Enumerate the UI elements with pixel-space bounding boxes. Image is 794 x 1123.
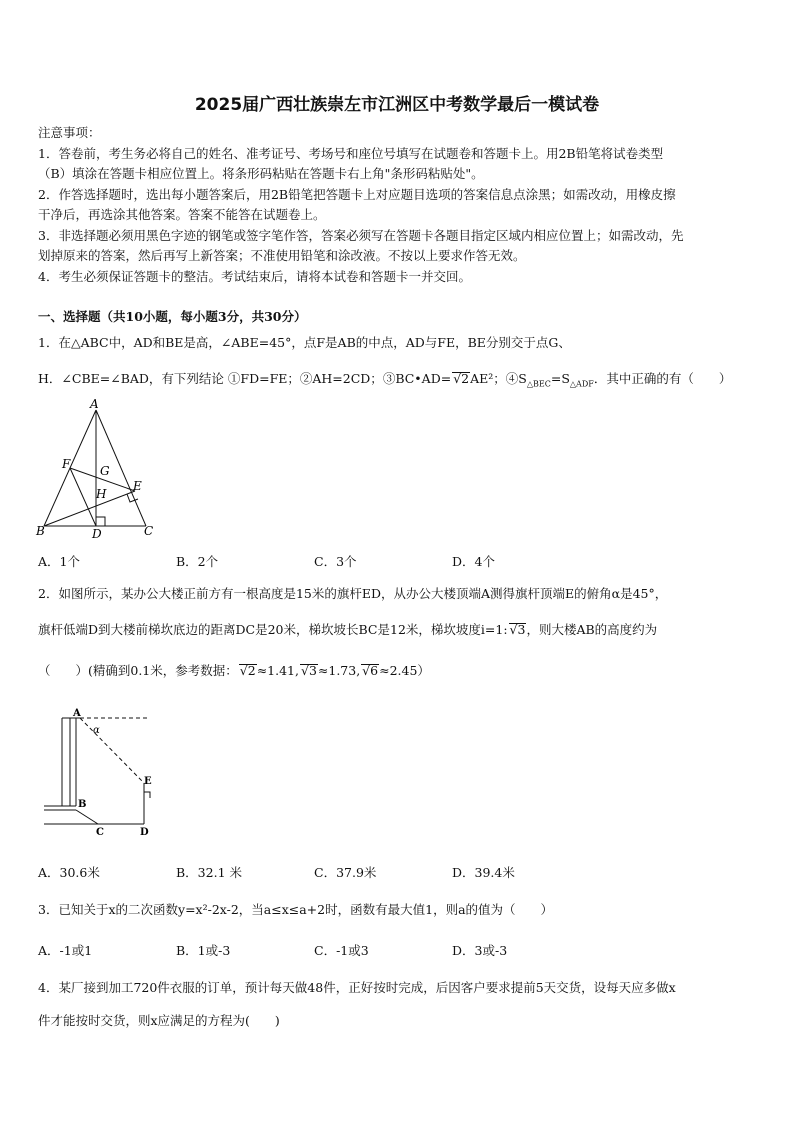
- q2-option-b[interactable]: B．32.1 米: [176, 865, 242, 880]
- q1-option-d[interactable]: D．4个: [452, 554, 495, 569]
- q2-option-a[interactable]: A．30.6米: [38, 865, 100, 880]
- q3-option-a[interactable]: A．-1或1: [38, 943, 93, 958]
- q1-line-2d: ．其中正确的有（ ）: [593, 371, 732, 386]
- page-title: 2025届广西壮族崇左市江洲区中考数学最后一模试卷: [194, 95, 600, 115]
- q1-sub-1: △BEC: [526, 379, 551, 389]
- q4-line-2: 件才能按时交货，则x应满足的方程为( ): [38, 1013, 280, 1028]
- q2-line-3a: （ ）(精确到0.1米，参考数据：: [38, 663, 238, 678]
- q2-sqrt-2-value: 2: [247, 663, 256, 678]
- q1-label-B: B: [36, 524, 45, 538]
- q4-line-1: 4．某厂接到加工720件衣服的订单，预计每天做48件，正好按时完成，后因客户要求提前5天交货，设每天应多做x: [38, 980, 676, 995]
- q1-label-D: D: [92, 527, 102, 541]
- q3-option-d[interactable]: D．3或-3: [452, 943, 508, 958]
- q2-sqrt-3-value: 3: [308, 663, 317, 678]
- q1-label-F: F: [62, 457, 71, 471]
- q2-approx-2: ≈1.41,: [256, 663, 299, 678]
- q2-sqrt-6: √6: [362, 663, 379, 678]
- q2-line-3: [38, 661, 430, 679]
- q1-line-2: [38, 369, 731, 389]
- notice-line-1: 1．答卷前，考生务必将自己的姓名、准考证号、考场号和座位号填写在试题卷和答题卡上。用2B铅笔将试卷类型: [38, 146, 664, 161]
- q1-option-b[interactable]: B．2个: [176, 554, 219, 569]
- q2-approx-6: ≈2.45）: [379, 663, 430, 678]
- q2-sqrt: √3: [509, 622, 526, 637]
- q2-line-2b: ，则大楼AB的高度约为: [526, 622, 658, 637]
- q2-label-D: D: [140, 827, 149, 838]
- q1-sqrt-value: 2: [461, 371, 470, 386]
- q2-label-alpha: α: [93, 725, 100, 736]
- notice-line-7: 4．考生必须保证答题卡的整洁。考试结束后，请将本试卷和答题卡一并交回。: [38, 269, 471, 284]
- q3-line-1: 3．已知关于x的二次函数y=x²-2x-2，当a≤x≤a+2时，函数有最大值1，则a的值为（ ）: [38, 902, 554, 917]
- q2-label-C: C: [96, 827, 104, 838]
- q2-sqrt-value: 3: [517, 622, 526, 637]
- q1-sub-2: △ADF: [569, 379, 594, 389]
- q1-line-2a: H．∠CBE=∠BAD，有下列结论 ①FD=FE；②AH=2CD；③BC•AD=: [38, 371, 452, 386]
- q1-label-C: C: [144, 524, 154, 538]
- notice-line-2: （B）填涂在答题卡相应位置上。将条形码粘贴在答题卡右上角"条形码粘贴处"。: [38, 166, 484, 181]
- q1-label-H: H: [96, 487, 107, 501]
- notice-line-3: 2．作答选择题时，选出每小题答案后，用2B铅笔把答题卡上对应题目选项的答案信息点涂黑；如需改动，用橡皮擦: [38, 187, 676, 202]
- q1-option-a[interactable]: A．1个: [38, 554, 80, 569]
- q2-line-2: [38, 620, 657, 638]
- notice-line-4: 干净后，再选涂其他答案。答案不能答在试题卷上。: [38, 207, 326, 222]
- q2-label-A: A: [73, 708, 81, 719]
- q1-sqrt: √2: [453, 371, 470, 386]
- q1-line-1: 1．在△ABC中，AD和BE是高，∠ABE=45°，点F是AB的中点，AD与FE，BE分别交于点G、: [38, 335, 571, 350]
- q2-sqrt-6-value: 6: [370, 663, 379, 678]
- q1-line-2c: =S: [550, 371, 570, 386]
- q2-sqrt-2: √2: [239, 663, 256, 678]
- q2-option-c[interactable]: C．37.9米: [314, 865, 377, 880]
- q2-option-d[interactable]: D．39.4米: [452, 865, 515, 880]
- q2-line-2a: 旗杆低端D到大楼前梯坎底边的距离DC是20米，梯坎坡长BC是12米，梯坎坡度i=1:: [38, 622, 508, 637]
- q3-option-c[interactable]: C．-1或3: [314, 943, 369, 958]
- q2-building-figure: [40, 700, 165, 840]
- q1-line-2b: AE²；④S: [470, 371, 527, 386]
- q2-line-1: 2．如图所示，某办公大楼正前方有一根高度是15米的旗杆ED，从办公大楼顶端A测得旗杆顶端E的俯角α是45°，: [38, 586, 668, 601]
- q2-sqrt-3: √3: [300, 663, 317, 678]
- notice-line-5: 3．非选择题必须用黑色字迹的钢笔或签字笔作答，答案必须写在答题卡各题目指定区域内相应位置上；如需改动，先: [38, 228, 684, 243]
- notice-heading: 注意事项：: [38, 125, 101, 140]
- notice-line-6: 划掉原来的答案，然后再写上新答案；不准使用铅笔和涂改液。不按以上要求作答无效。: [38, 248, 526, 263]
- q2-label-B: B: [78, 799, 87, 810]
- q1-label-A: A: [90, 397, 99, 411]
- q2-approx-3: ≈1.73,: [317, 663, 361, 678]
- q2-label-E: E: [144, 776, 152, 787]
- q1-label-E: E: [133, 479, 142, 493]
- q3-option-b[interactable]: B．1或-3: [176, 943, 231, 958]
- q1-option-c[interactable]: C．3个: [314, 554, 357, 569]
- q1-label-G: G: [100, 464, 110, 478]
- section-heading: 一、选择题（共10小题，每小题3分，共30分）: [38, 309, 307, 324]
- q1-triangle-figure: [30, 396, 170, 542]
